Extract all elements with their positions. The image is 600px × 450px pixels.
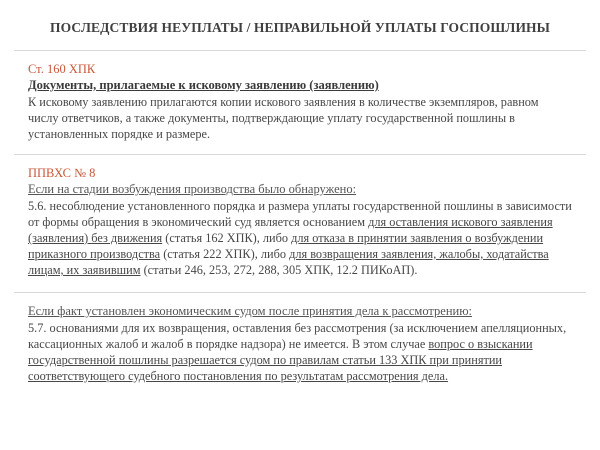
- section-after-acceptance: [14, 303, 586, 384]
- section-ppvhs: [14, 165, 586, 278]
- article-text: К исковому заявлению прилагаются копии искового заявления в количестве экземпляров, равном числу ответчиков, а также документы, подтверждающие уплату государственной пошлины в установленных порядке и размере.: [28, 95, 539, 141]
- section-article-160: [14, 61, 586, 142]
- underlined-segment: для возвращения заявления, жалобы, ходатайства лицам, их заявившим: [28, 247, 549, 277]
- condition-heading-after-acceptance: Если факт установлен экономическим судом после принятия дела к рассмотрению:: [28, 304, 473, 318]
- article-heading: Документы, прилагаемые к исковому заявлению (заявлению): [28, 78, 379, 92]
- section-divider-1: [14, 154, 586, 155]
- condition-heading-initiation: Если на стадии возбуждения производства было обнаружено:: [28, 182, 357, 196]
- resolution-reference: ППВХС № 8: [28, 166, 96, 180]
- text-segment: (статьи 246, 253, 272, 288, 305 ХПК, 12.2 ПИКоАП).: [140, 263, 418, 277]
- text-segment: (статья 222 ХПК), либо: [160, 247, 290, 261]
- section-divider-2: [14, 292, 586, 293]
- text-segment: 5.6. несоблюдение установленного порядка и размера уплаты государственной пошлины в зависимости от формы обращения в экономический суд является основанием: [28, 199, 572, 229]
- text-segment: 5.7. основаниями для их возвращения, оставления без рассмотрения (за исключением апелляционных, кассационных жалоб и жалоб в порядке надзора) не имеется. В этом случае: [28, 321, 567, 351]
- underlined-segment: для оставления искового заявления (заявления) без движения: [28, 215, 553, 245]
- underlined-segment: для отказа в принятии заявления о возбуждении приказного производства: [28, 231, 544, 261]
- paragraph-5-7: [28, 320, 572, 384]
- page-title: ПОСЛЕДСТВИЯ НЕУПЛАТЫ / НЕПРАВИЛЬНОЙ УПЛАТЫ ГОСПОШЛИНЫ: [49, 20, 551, 35]
- title-divider: [14, 50, 586, 51]
- text-segment: (статья 162 ХПК), либо: [162, 231, 292, 245]
- paragraph-5-6: [28, 198, 572, 278]
- article-reference: Ст. 160 ХПК: [28, 62, 96, 76]
- underlined-segment: вопрос о взыскании государственной пошлины разрешается судом по правилам статьи 133 ХПК при принятии соответствующего судебного постановления по результатам рассмотрения дела.: [28, 337, 533, 383]
